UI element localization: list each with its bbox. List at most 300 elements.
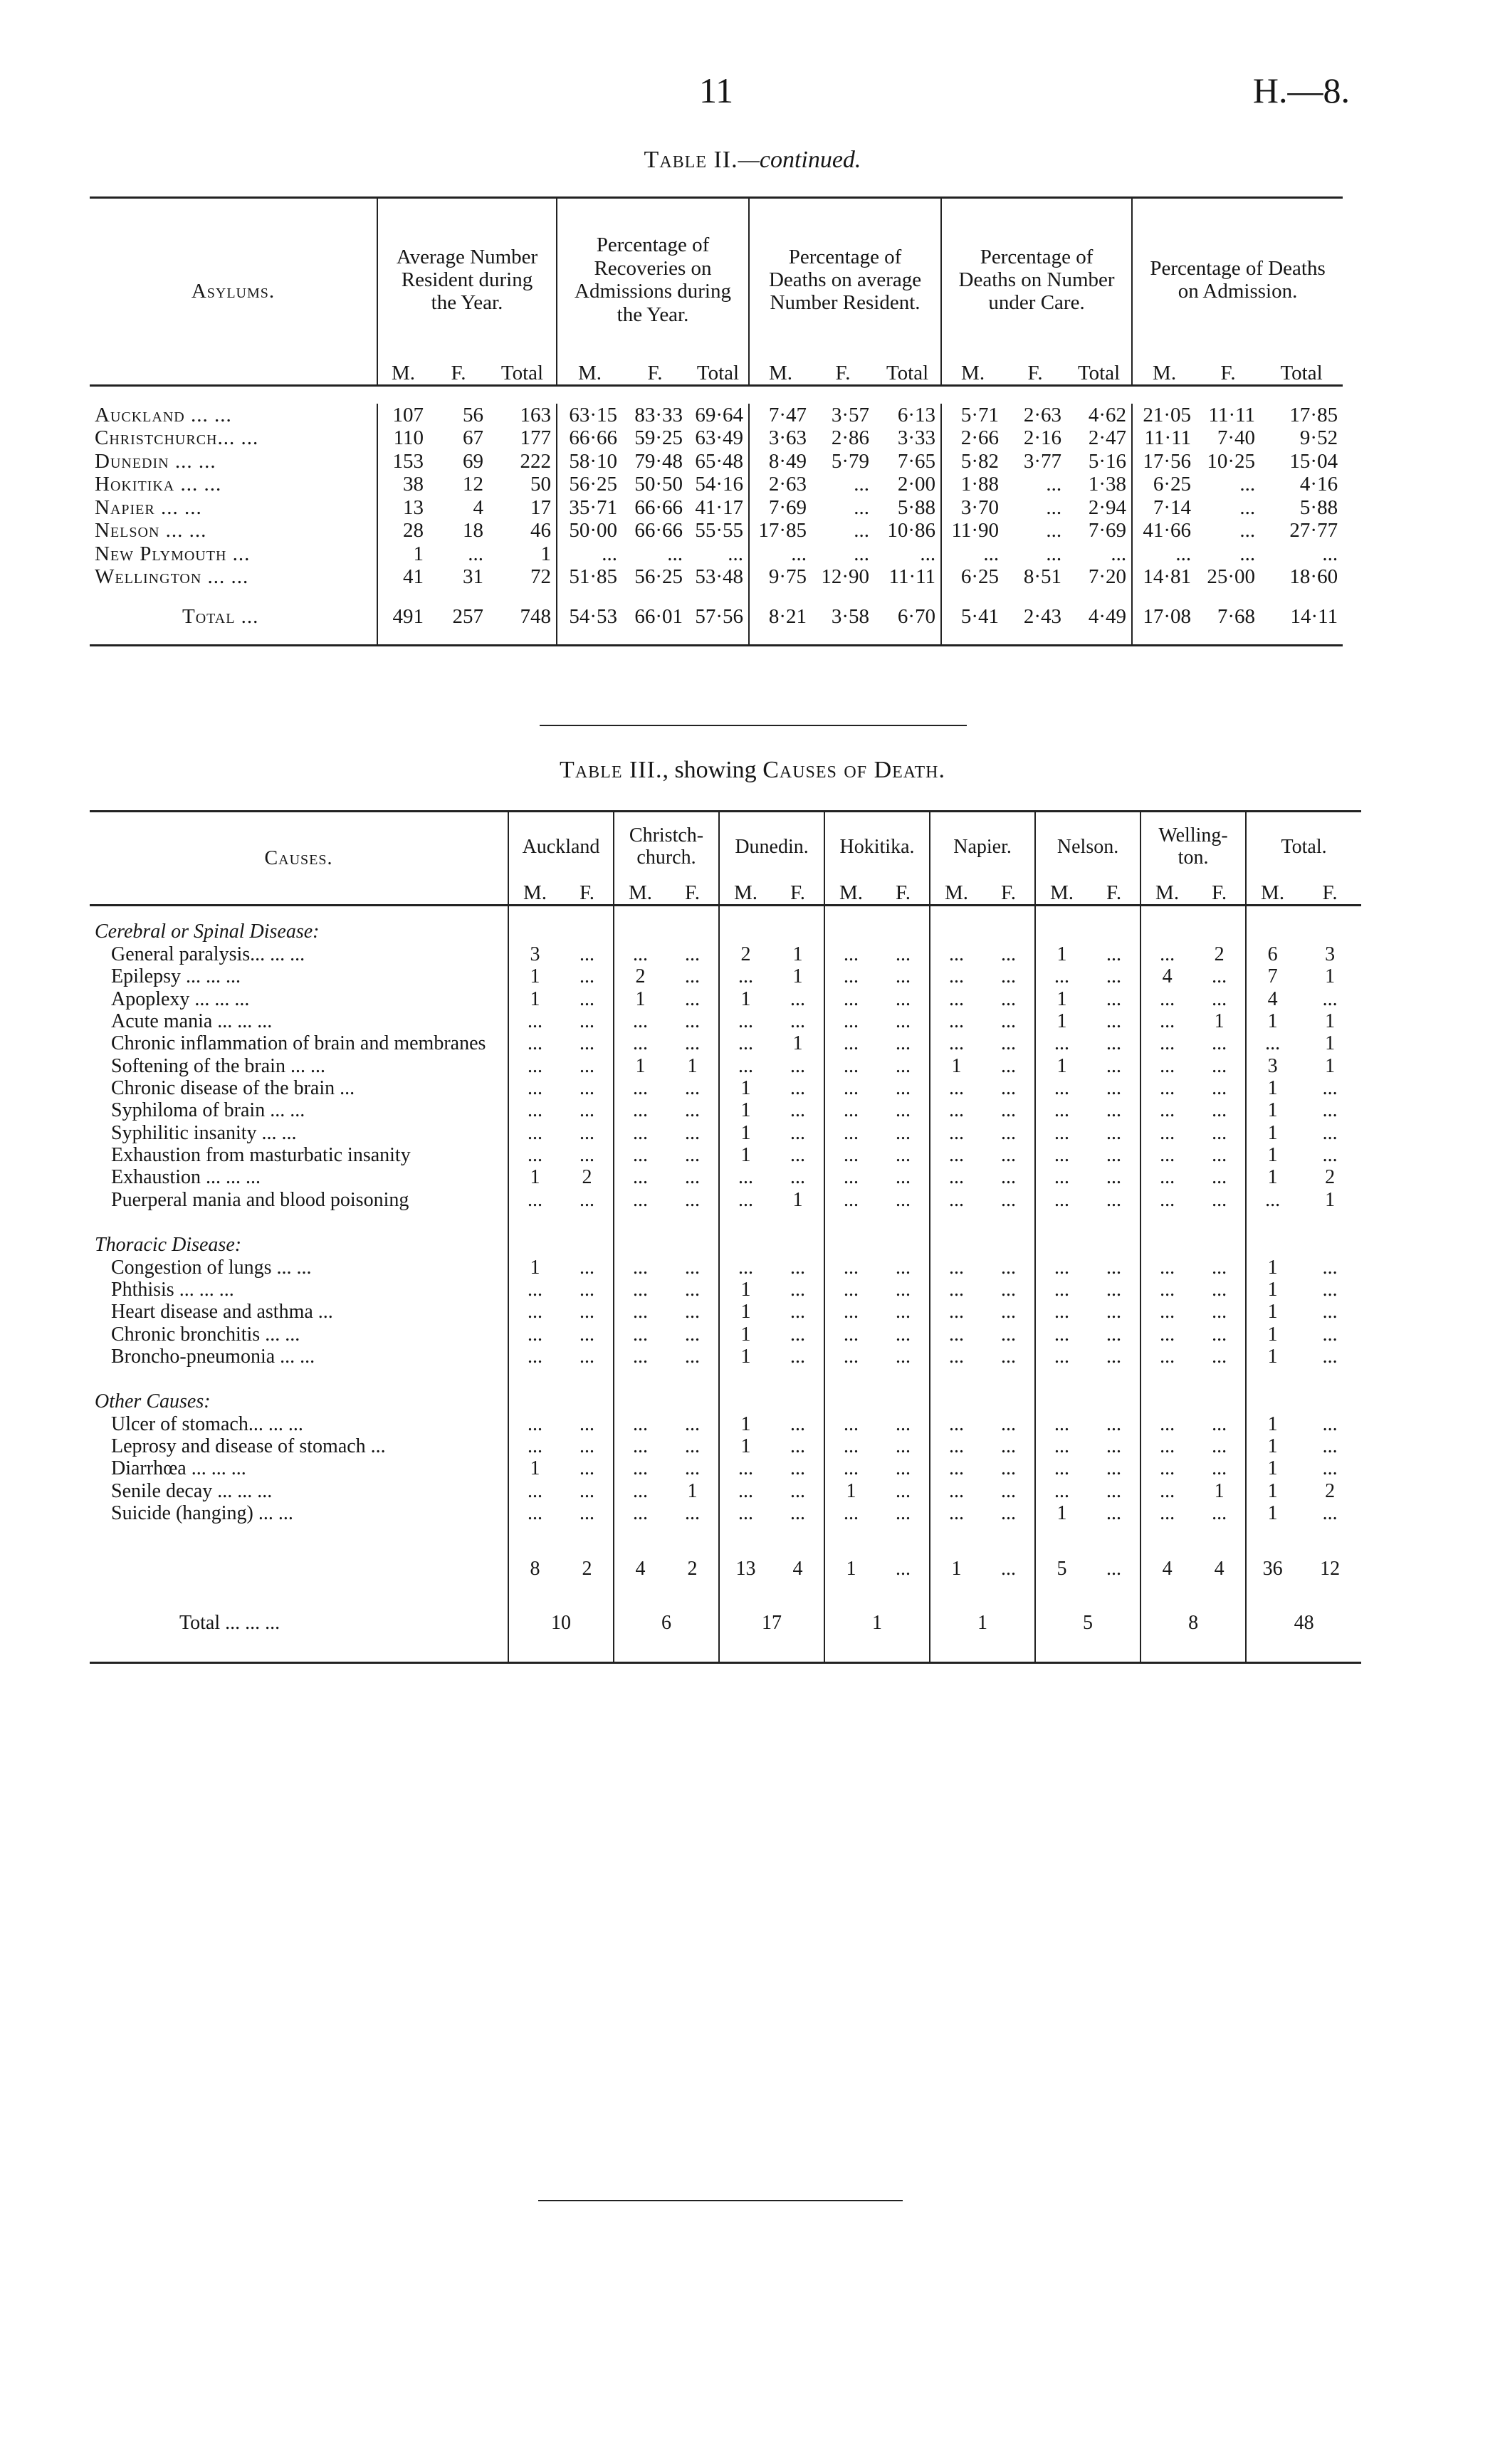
count-cell: ... — [930, 1413, 982, 1435]
t2-sub-header: F. — [1027, 361, 1043, 384]
count-cell: ... — [1140, 1323, 1193, 1346]
t3-sub-header: F. — [790, 881, 806, 904]
value-cell: 8·49 — [749, 450, 812, 473]
place-header: Dunedin. — [719, 812, 824, 881]
count-cell: ... — [1001, 987, 1017, 1010]
table3-caption-mid: , showing — [662, 757, 763, 783]
spacer-cell — [508, 1234, 561, 1256]
count-cell: ... — [824, 1279, 877, 1301]
count-cell: ... — [1106, 1144, 1122, 1167]
count-cell: 1 — [719, 1279, 772, 1301]
value-cell: ... — [854, 542, 870, 565]
t2-sub-header: M. — [377, 362, 429, 386]
value-cell: 72 — [530, 565, 552, 589]
value-cell: 28 — [377, 519, 429, 542]
value-cell: 41 — [377, 565, 429, 588]
spacer-cell — [930, 921, 982, 943]
count-cell: ... — [1140, 1502, 1193, 1524]
count-cell: ... — [719, 1189, 772, 1211]
t3-sub-header: F. — [1001, 881, 1017, 904]
count-cell: ... — [824, 1010, 877, 1032]
count-cell: ... — [614, 1457, 666, 1479]
count-cell: ... — [508, 1435, 561, 1457]
table3-caption — [0, 757, 1505, 784]
count-cell: ... — [1212, 1301, 1227, 1323]
count-cell: ... — [1106, 1121, 1122, 1144]
asylums-header: Asylums. — [90, 198, 377, 386]
spacer-cell — [982, 1211, 1035, 1234]
spacer-cell — [930, 1368, 982, 1390]
count-cell: ... — [896, 943, 911, 965]
count-cell: ... — [896, 1188, 911, 1211]
t3-sub-header: M. — [930, 881, 982, 906]
spacer-cell — [1193, 1524, 1246, 1553]
separator-rule — [540, 725, 967, 726]
count-cell: ... — [614, 1166, 666, 1188]
count-cell: ... — [1035, 1257, 1088, 1279]
count-cell: ... — [896, 1457, 911, 1480]
count-cell: 1 — [1246, 1077, 1299, 1099]
count-cell: 1 — [719, 1346, 772, 1368]
spacer-cell — [614, 1390, 666, 1412]
count-cell: 1 — [614, 1055, 666, 1077]
count-cell: ... — [1246, 1189, 1299, 1211]
count-cell: ... — [896, 1121, 911, 1144]
count-cell: ... — [896, 1502, 911, 1525]
avg-resident-header: Average Number Resident during the Year. — [377, 198, 557, 362]
count-cell: ... — [896, 1345, 911, 1368]
count-cell: ... — [1212, 1099, 1227, 1122]
value-cell: ... — [749, 542, 812, 565]
value-cell: ... — [1046, 496, 1062, 519]
spacer-cell — [90, 1211, 508, 1234]
spacer-cell — [719, 921, 772, 943]
cause-row — [90, 1010, 1361, 1032]
count-cell: ... — [1106, 1010, 1122, 1032]
spacer-cell — [508, 1211, 561, 1234]
spacer-cell — [1035, 1211, 1088, 1234]
count-cell: ... — [1212, 1188, 1227, 1211]
value-cell: ... — [557, 542, 622, 565]
count-cell: ... — [614, 1257, 666, 1279]
value-cell: 65·48 — [695, 449, 744, 473]
value-cell: 1·38 — [1088, 473, 1127, 496]
count-cell: 2 — [1214, 943, 1225, 965]
count-cell: ... — [790, 1345, 806, 1368]
count-cell: 3 — [1325, 943, 1336, 965]
spacer-cell — [1140, 1390, 1193, 1412]
place-header: Napier. — [930, 812, 1035, 881]
grand-total-cell: 48 — [1246, 1584, 1361, 1662]
value-cell: 2·86 — [831, 426, 870, 450]
t2-sub-header: F. — [835, 361, 851, 384]
count-cell: ... — [896, 1412, 911, 1435]
grand-total-cell: 8 — [1140, 1584, 1246, 1662]
count-cell: 1 — [1246, 1144, 1299, 1166]
count-cell: 1 — [687, 1479, 698, 1502]
spacer-cell — [824, 1234, 877, 1256]
count-cell: ... — [790, 987, 806, 1010]
spacer-cell — [930, 905, 982, 921]
count-cell: 1 — [687, 1054, 698, 1077]
value-cell: 51·85 — [557, 565, 622, 588]
count-cell: 1 — [1246, 1301, 1299, 1323]
count-cell: ... — [580, 1301, 594, 1323]
count-cell: 1 — [508, 1166, 561, 1188]
deaths-admission-header: Percentage of Deaths on Admission. — [1132, 198, 1343, 362]
asylum-row — [90, 496, 1343, 519]
cause-name: Exhaustion ... ... ... — [111, 1166, 261, 1189]
count-cell: ... — [580, 1502, 594, 1525]
value-cell: 17 — [530, 496, 552, 519]
t3-sub-header: F. — [1212, 881, 1227, 904]
value-cell: 2·16 — [1023, 426, 1062, 450]
value-cell: 41·17 — [695, 496, 744, 519]
value-cell: 14·81 — [1132, 565, 1196, 588]
count-cell: ... — [508, 1502, 561, 1524]
count-cell: ... — [580, 1099, 594, 1122]
spacer-cell — [1246, 1390, 1299, 1412]
count-cell: 1 — [719, 1413, 772, 1435]
t3-sub-header: F. — [684, 881, 701, 904]
value-cell: 1 — [540, 542, 552, 565]
spacer-cell — [666, 1524, 719, 1553]
spacer-cell — [772, 1234, 824, 1256]
value-cell: 3·57 — [831, 403, 870, 426]
spacer-row — [90, 1368, 1361, 1390]
count-cell: ... — [614, 1032, 666, 1054]
count-cell: ... — [685, 1412, 701, 1435]
count-cell: ... — [1212, 1054, 1227, 1077]
count-cell: ... — [1212, 965, 1227, 988]
grand-total-cell: 10 — [508, 1584, 614, 1662]
spacer-cell — [614, 1211, 666, 1234]
value-cell: 66·66 — [634, 519, 683, 542]
count-cell: 1 — [1035, 943, 1088, 965]
value-cell: 35·71 — [557, 496, 622, 519]
count-cell: ... — [824, 1077, 877, 1099]
cause-row — [90, 1144, 1361, 1166]
count-cell: ... — [1106, 1256, 1122, 1279]
count-cell: 1 — [792, 1032, 803, 1055]
count-cell: ... — [1322, 1144, 1338, 1167]
spacer-cell — [1035, 1234, 1088, 1256]
spacer-cell — [1088, 1211, 1140, 1234]
value-cell: 10·86 — [887, 519, 936, 542]
count-cell: 1 — [1325, 1032, 1336, 1055]
spacer-cell — [1088, 1390, 1140, 1412]
count-cell: ... — [1322, 1502, 1338, 1525]
count-cell: 1 — [792, 965, 803, 988]
count-cell: ... — [896, 1054, 911, 1077]
spacer-cell — [877, 1234, 930, 1256]
table2-caption-label: Table II. — [644, 147, 738, 173]
count-cell: ... — [685, 1166, 701, 1189]
value-cell: 83·33 — [634, 403, 683, 426]
cause-name: Chronic disease of the brain ... — [111, 1076, 355, 1099]
cause-row — [90, 1502, 1361, 1524]
count-cell: 1 — [1325, 965, 1336, 988]
t3-sub-header: M. — [508, 881, 561, 906]
grand-total-cell: 1 — [930, 1584, 1035, 1662]
count-cell: ... — [1212, 1457, 1227, 1480]
value-cell: 3·63 — [749, 426, 812, 449]
spacer-cell — [930, 1234, 982, 1256]
value-cell: 6·70 — [897, 604, 936, 628]
spacer-cell — [719, 1211, 772, 1234]
value-cell: 17·85 — [1289, 403, 1338, 426]
count-cell: ... — [1322, 1256, 1338, 1279]
value-cell: 8·21 — [749, 589, 812, 646]
count-cell: 3 — [1246, 1055, 1299, 1077]
subtotal-cell: ... — [896, 1557, 911, 1580]
spacer-cell — [877, 1211, 930, 1234]
count-cell: ... — [614, 1346, 666, 1368]
value-cell: 7·69 — [1088, 519, 1127, 542]
count-cell: ... — [896, 1032, 911, 1055]
value-cell: 2·66 — [941, 426, 1004, 449]
count-cell: ... — [614, 1502, 666, 1524]
count-cell: ... — [1140, 1301, 1193, 1323]
count-cell: 1 — [1246, 1457, 1299, 1479]
spacer-cell — [824, 921, 877, 943]
count-cell: ... — [508, 1010, 561, 1032]
cause-group-title: Cerebral or Spinal Disease: — [95, 921, 320, 943]
spacer-cell — [1140, 921, 1193, 943]
spacer-cell — [877, 1524, 930, 1553]
value-cell: ... — [1239, 496, 1256, 519]
count-cell: ... — [1322, 1278, 1338, 1301]
subtotal-cell: 2 — [687, 1557, 698, 1580]
spacer-cell — [1193, 1368, 1246, 1390]
value-cell: 491 — [377, 589, 429, 646]
count-cell: ... — [930, 1257, 982, 1279]
count-cell: ... — [1322, 1412, 1338, 1435]
cause-row — [90, 1413, 1361, 1435]
subtotal-cell: 36 — [1246, 1553, 1299, 1584]
value-cell: 63·49 — [695, 426, 744, 450]
value-cell: ... — [667, 542, 683, 565]
value-cell: 66·66 — [557, 426, 622, 449]
count-cell: ... — [1140, 1099, 1193, 1121]
spacer-cell — [772, 1368, 824, 1390]
value-cell: 4 — [473, 496, 483, 519]
count-cell: ... — [824, 988, 877, 1010]
count-cell: ... — [824, 1099, 877, 1121]
count-cell: ... — [1001, 1479, 1017, 1502]
count-cell: ... — [614, 943, 666, 965]
count-cell: 1 — [719, 988, 772, 1010]
cause-row — [90, 965, 1361, 987]
spacer-cell — [772, 1524, 824, 1553]
count-cell: ... — [1322, 1435, 1338, 1458]
count-cell: ... — [824, 1346, 877, 1368]
t3-sub-header: F. — [896, 881, 911, 904]
count-cell: ... — [1212, 1323, 1227, 1346]
count-cell: ... — [1035, 1189, 1088, 1211]
count-cell: 1 — [930, 1055, 982, 1077]
count-cell: ... — [1035, 1480, 1088, 1502]
count-cell: ... — [685, 1144, 701, 1167]
cause-name: Puerperal mania and blood poisoning — [111, 1188, 409, 1211]
count-cell: ... — [1001, 1054, 1017, 1077]
cause-group-row — [90, 1390, 1361, 1412]
count-cell: ... — [508, 1122, 561, 1144]
document-code: H.—8. — [1252, 70, 1350, 110]
value-cell: 59·25 — [634, 426, 683, 450]
value-cell: 11·11 — [1132, 426, 1196, 449]
count-cell: ... — [1322, 1345, 1338, 1368]
count-cell: ... — [930, 1480, 982, 1502]
count-cell: ... — [1212, 987, 1227, 1010]
count-cell: ... — [685, 943, 701, 965]
cause-row — [90, 1166, 1361, 1188]
cause-name: Syphiloma of brain ... ... — [111, 1099, 305, 1122]
count-cell: ... — [1106, 1323, 1122, 1346]
value-cell: 14·11 — [1290, 604, 1338, 628]
spacer-cell — [719, 905, 772, 921]
value-cell: ... — [1239, 473, 1256, 496]
t3-sub-header: M. — [824, 881, 877, 906]
count-cell: ... — [1035, 1099, 1088, 1121]
count-cell: ... — [1212, 1502, 1227, 1525]
count-cell: ... — [614, 1323, 666, 1346]
value-cell: 5·71 — [941, 404, 1004, 426]
count-cell: ... — [1035, 965, 1088, 987]
value-cell: ... — [854, 496, 870, 519]
count-cell: ... — [1035, 1323, 1088, 1346]
count-cell: ... — [719, 1480, 772, 1502]
spacer-cell — [666, 1390, 719, 1412]
value-cell: 2·00 — [897, 473, 936, 496]
value-cell: 748 — [520, 604, 552, 628]
count-cell: ... — [896, 1166, 911, 1189]
count-cell: ... — [580, 1032, 594, 1055]
spacer-cell — [719, 1234, 772, 1256]
spacer-cell — [561, 1390, 614, 1412]
spacer-cell — [1088, 921, 1140, 943]
value-cell: 17·56 — [1132, 450, 1196, 473]
spacer-cell — [824, 1390, 877, 1412]
count-cell: ... — [1140, 988, 1193, 1010]
value-cell: 5·88 — [1299, 496, 1338, 519]
t3-sub-header: F. — [1106, 881, 1122, 904]
value-cell: 17·85 — [749, 519, 812, 542]
count-cell: ... — [790, 1323, 806, 1346]
count-cell: ... — [896, 1010, 911, 1032]
spacer-cell — [561, 905, 614, 921]
value-cell: 54·16 — [695, 473, 744, 496]
count-cell: ... — [580, 1256, 594, 1279]
count-cell: ... — [1001, 1099, 1017, 1122]
count-cell: ... — [1106, 1166, 1122, 1189]
cause-name: Epilepsy ... ... ... — [111, 965, 241, 988]
value-cell: ... — [1239, 519, 1256, 542]
value-cell: ... — [728, 542, 744, 565]
count-cell: ... — [930, 1346, 982, 1368]
count-cell: ... — [790, 1256, 806, 1279]
count-cell: ... — [1035, 1435, 1088, 1457]
count-cell: ... — [1001, 1435, 1017, 1458]
count-cell: ... — [614, 1144, 666, 1166]
cause-row — [90, 1480, 1361, 1502]
count-cell: ... — [896, 1144, 911, 1167]
value-cell: 11·90 — [941, 519, 1004, 542]
value-cell: 79·48 — [634, 449, 683, 473]
count-cell: 1 — [1246, 1323, 1299, 1346]
total-row — [90, 589, 1343, 646]
count-cell: ... — [1140, 1010, 1193, 1032]
table2-caption-continued: —continued. — [738, 147, 861, 173]
cause-name: Softening of the brain ... ... — [111, 1054, 325, 1077]
t2-sub-header: Total — [1077, 361, 1121, 384]
value-cell: 53·48 — [695, 565, 744, 589]
count-cell: ... — [685, 1188, 701, 1211]
cause-row — [90, 1323, 1361, 1346]
count-cell: ... — [1001, 1457, 1017, 1480]
count-cell: ... — [824, 1055, 877, 1077]
value-cell: 1·88 — [941, 473, 1004, 496]
count-cell: ... — [1001, 1301, 1017, 1323]
value-cell: 18·60 — [1289, 565, 1338, 589]
count-cell: ... — [1106, 1099, 1122, 1122]
count-cell: ... — [930, 943, 982, 965]
count-cell: 1 — [508, 988, 561, 1010]
count-cell: ... — [1322, 1323, 1338, 1346]
count-cell: ... — [896, 1301, 911, 1323]
value-cell: 56·25 — [557, 473, 622, 496]
spacer-cell — [982, 921, 1035, 943]
place-header: Welling-ton. — [1140, 812, 1246, 881]
count-cell: ... — [824, 1502, 877, 1524]
asylum-row — [90, 519, 1343, 542]
count-cell: ... — [1035, 1413, 1088, 1435]
subtotal-cell: ... — [1001, 1557, 1017, 1580]
count-cell: ... — [790, 1502, 806, 1525]
spacer-cell — [772, 1211, 824, 1234]
count-cell: 1 — [508, 965, 561, 987]
count-cell: ... — [1001, 1166, 1017, 1189]
count-cell: ... — [580, 1054, 594, 1077]
count-cell: ... — [685, 1435, 701, 1458]
count-cell: ... — [824, 1257, 877, 1279]
value-cell: 2·94 — [1088, 496, 1127, 519]
count-cell: ... — [1140, 1166, 1193, 1188]
spacer-cell — [1246, 1211, 1299, 1234]
t3-sub-header: F. — [1322, 881, 1338, 904]
value-cell: 6·13 — [897, 403, 936, 426]
spacer-cell — [90, 1524, 508, 1553]
count-cell: ... — [930, 1279, 982, 1301]
count-cell: ... — [614, 1480, 666, 1502]
spacer-cell — [1299, 905, 1361, 921]
count-cell: ... — [685, 1301, 701, 1323]
subtotal-cell: 12 — [1320, 1557, 1341, 1580]
asylum-name: Total ... — [182, 604, 259, 628]
count-cell: ... — [580, 1188, 594, 1211]
count-cell: ... — [930, 1077, 982, 1099]
count-cell: ... — [1001, 1010, 1017, 1032]
count-cell: ... — [508, 1301, 561, 1323]
value-cell: 107 — [377, 404, 429, 426]
value-cell: 6·25 — [1132, 473, 1196, 496]
count-cell: ... — [790, 1166, 806, 1189]
spacer-cell — [772, 921, 824, 943]
count-cell: ... — [824, 1457, 877, 1479]
count-cell: ... — [1140, 1480, 1193, 1502]
value-cell: 56 — [463, 403, 483, 426]
count-cell: 1 — [792, 943, 803, 965]
